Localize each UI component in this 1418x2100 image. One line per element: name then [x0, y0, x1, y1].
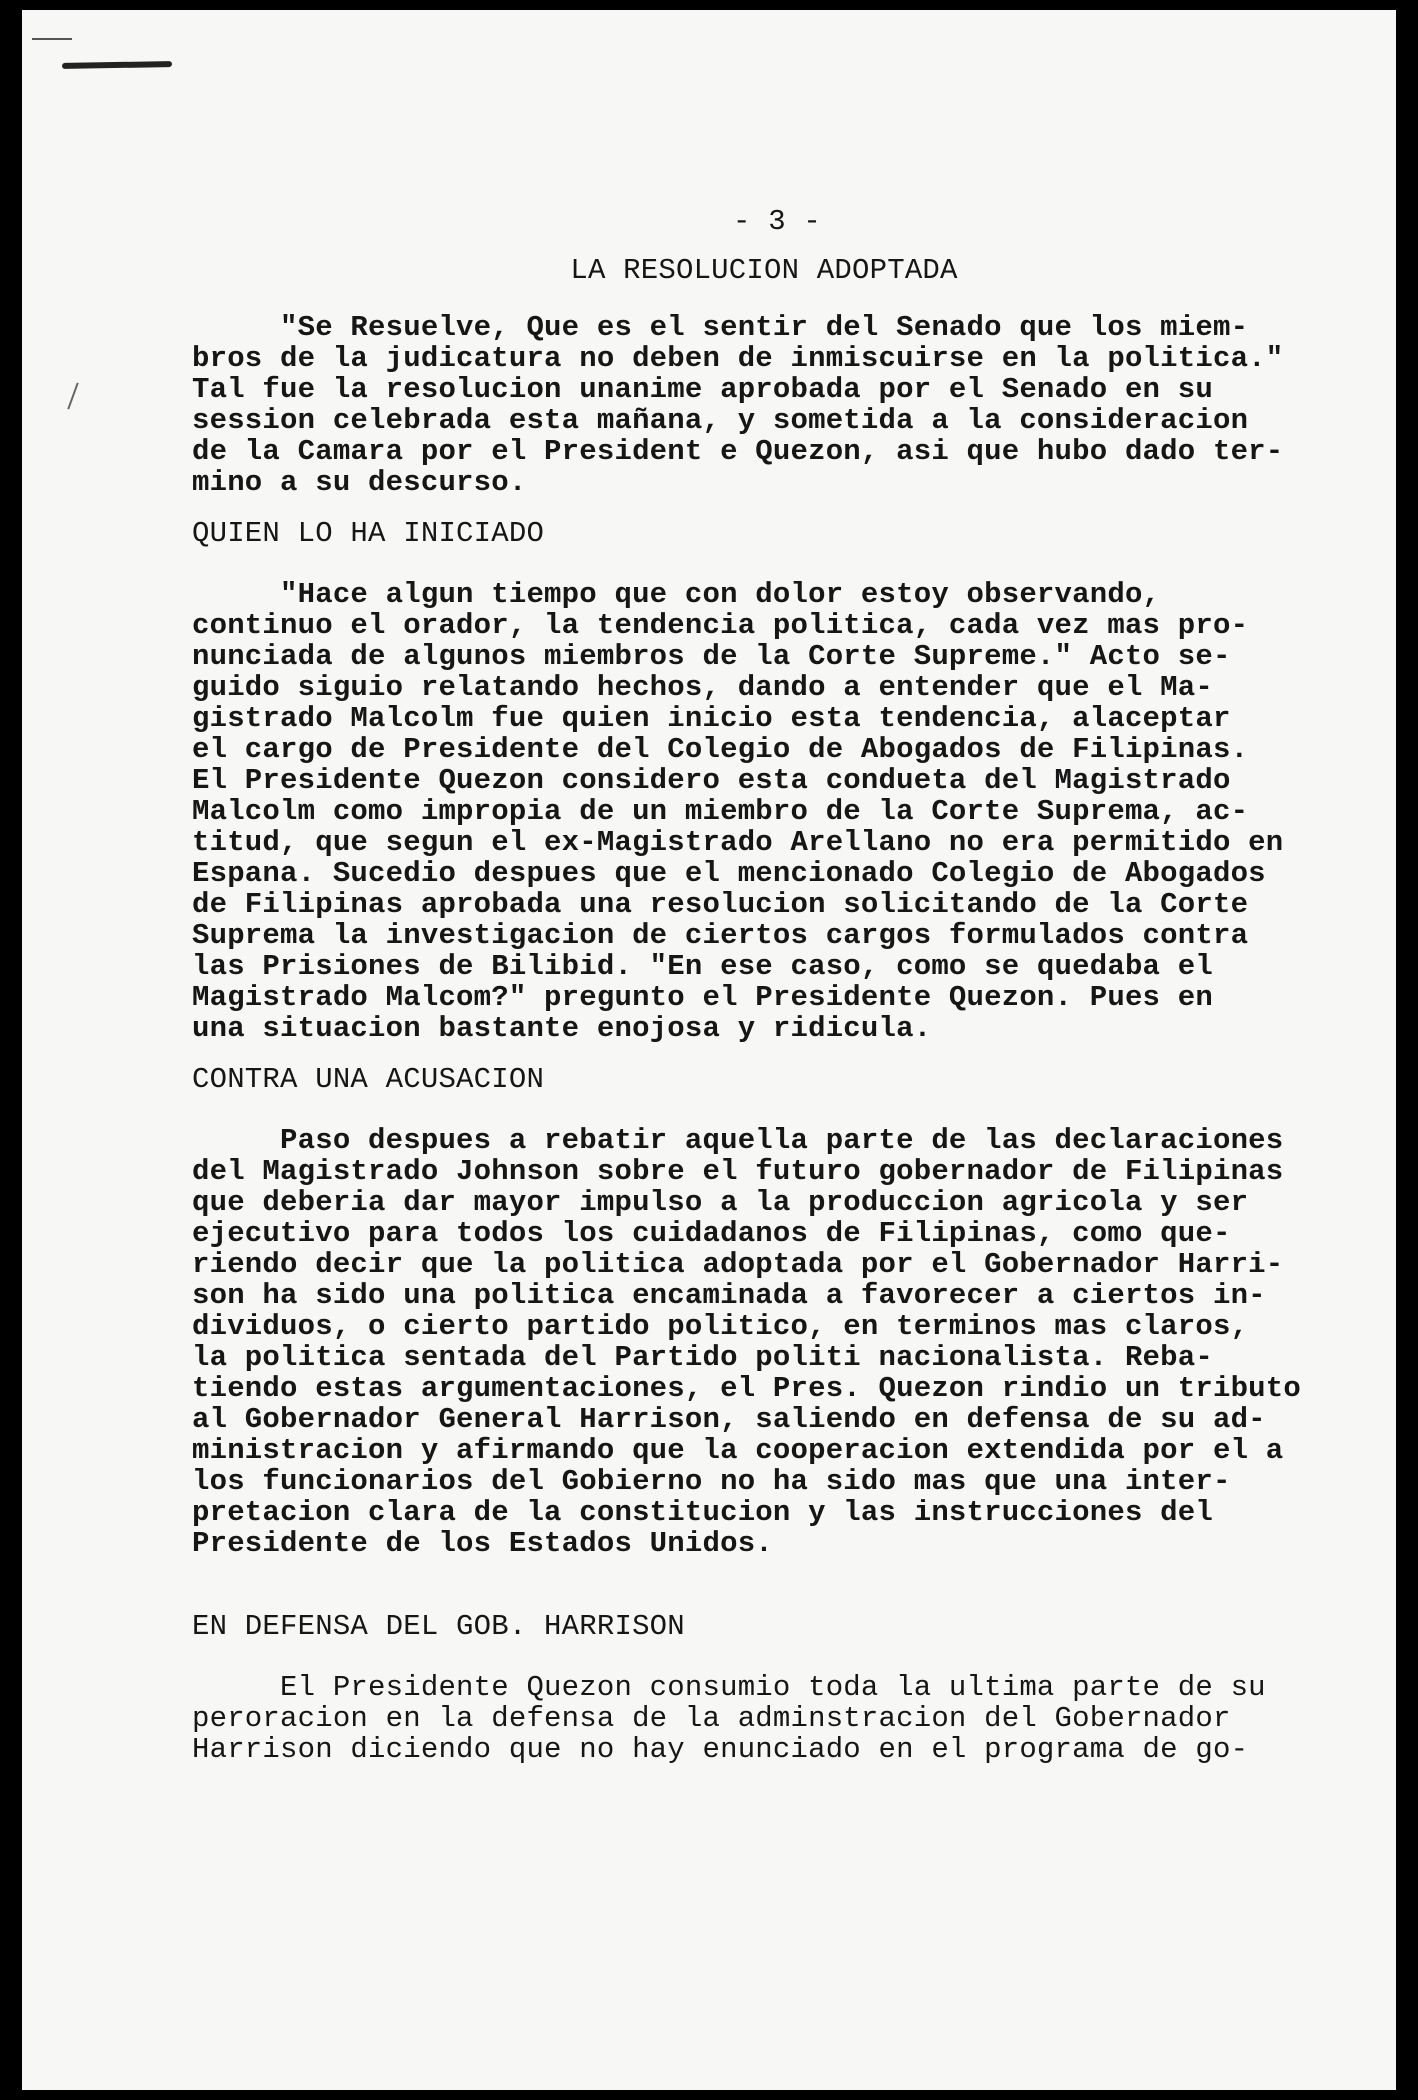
text-line: Presidente de los Estados Unidos. — [192, 1527, 773, 1560]
text-line: Tal fue la resolucion unanime aprobada por el Senado en su — [192, 373, 1213, 406]
text-line: Paso despues a rebatir aquella parte de las declaraciones — [192, 1124, 1284, 1157]
ink-mark — [62, 61, 172, 69]
text-line: gistrado Malcolm fue quien inicio esta tendencia, alaceptar — [192, 702, 1231, 735]
text-line: los funcionarios del Gobierno no ha sido mas que una inter- — [192, 1465, 1231, 1498]
text-line: ejecutivo para todos los cuidadanos de Filipinas, como que- — [192, 1217, 1231, 1250]
text-line: son ha sido una politica encaminada a favorecer a ciertos in- — [192, 1279, 1266, 1312]
text-line: continuo el orador, la tendencia politica, cada vez mas pro- — [192, 609, 1249, 642]
text-line: las Prisiones de Bilibid. "En ese caso, como se quedaba el — [192, 950, 1213, 983]
ink-mark — [32, 38, 72, 40]
page-number: - 3 - — [732, 205, 821, 238]
text-line: la politica sentada del Partido politi nacionalista. Reba- — [192, 1341, 1213, 1374]
section-heading: EN DEFENSA DEL GOB. HARRISON — [192, 1610, 685, 1643]
text-line: ministracion y afirmando que la cooperacion extendida por el a — [192, 1434, 1284, 1467]
text-line: El Presidente Quezon consumio toda la ultima parte de su — [192, 1671, 1266, 1704]
section-heading: CONTRA UNA ACUSACION — [192, 1063, 545, 1096]
paragraph-resolution — [192, 312, 1312, 498]
text-line: mino a su descurso. — [192, 466, 527, 499]
text-line: el cargo de Presidente del Colegio de Abogados de Filipinas. — [192, 733, 1249, 766]
text-line: "Hace algun tiempo que con dolor estoy observando, — [192, 578, 1161, 611]
text-line: guido siguio relatando hechos, dando a entender que el Ma- — [192, 671, 1213, 704]
text-line: al Gobernador General Harrison, saliendo en defensa de su ad- — [192, 1403, 1266, 1436]
text-line: Harrison diciendo que no hay enunciado en el programa de go- — [192, 1733, 1249, 1766]
text-line: Espana. Sucedio despues que el mencionado Colegio de Abogados — [192, 857, 1266, 890]
section-heading: QUIEN LO HA INICIADO — [192, 517, 545, 550]
text-line: que deberia dar mayor impulso a la produccion agricola y ser — [192, 1186, 1249, 1219]
text-line: tiendo estas argumentaciones, el Pres. Quezon rindio un tributo — [192, 1372, 1301, 1405]
margin-mark — [67, 383, 78, 410]
text-line: "Se Resuelve, Que es el sentir del Senado que los miem- — [192, 311, 1249, 344]
paragraph-contra — [192, 1125, 1312, 1559]
text-line: riendo decir que la politica adoptada por el Gobernador Harri- — [192, 1248, 1284, 1281]
text-line: una situacion bastante enojosa y ridicula. — [192, 1012, 932, 1045]
text-line: peroracion en la defensa de la adminstracion del Gobernador — [192, 1702, 1231, 1735]
text-line: nunciada de algunos miembros de la Corte Supreme." Acto se- — [192, 640, 1231, 673]
document-text — [192, 206, 1312, 1775]
section-title: LA RESOLUCION ADOPTADA — [570, 254, 958, 287]
text-line: bros de la judicatura no deben de inmiscuirse en la politica." — [192, 342, 1284, 375]
text-line: El Presidente Quezon considero esta condueta del Magistrado — [192, 764, 1231, 797]
text-line: de la Camara por el President e Quezon, asi que hubo dado ter- — [192, 435, 1284, 468]
spacer — [192, 1569, 1312, 1591]
text-line: del Magistrado Johnson sobre el futuro gobernador de Filipinas — [192, 1155, 1284, 1188]
text-line: Magistrado Malcom?" pregunto el Presidente Quezon. Pues en — [192, 981, 1213, 1014]
paragraph-quien — [192, 579, 1312, 1044]
text-line: titud, que segun el ex-Magistrado Arellano no era permitido en — [192, 826, 1284, 859]
text-line: dividuos, o cierto partido politico, en terminos mas claros, — [192, 1310, 1249, 1343]
text-line: pretacion clara de la constitucion y las instrucciones del — [192, 1496, 1213, 1529]
paragraph-defensa — [192, 1672, 1312, 1765]
text-line: Suprema la investigacion de ciertos cargos formulados contra — [192, 919, 1249, 952]
text-line: session celebrada esta mañana, y sometida a la consideracion — [192, 404, 1249, 437]
text-line: de Filipinas aprobada una resolucion solicitando de la Corte — [192, 888, 1249, 921]
text-line: Malcolm como impropia de un miembro de la Corte Suprema, ac- — [192, 795, 1249, 828]
